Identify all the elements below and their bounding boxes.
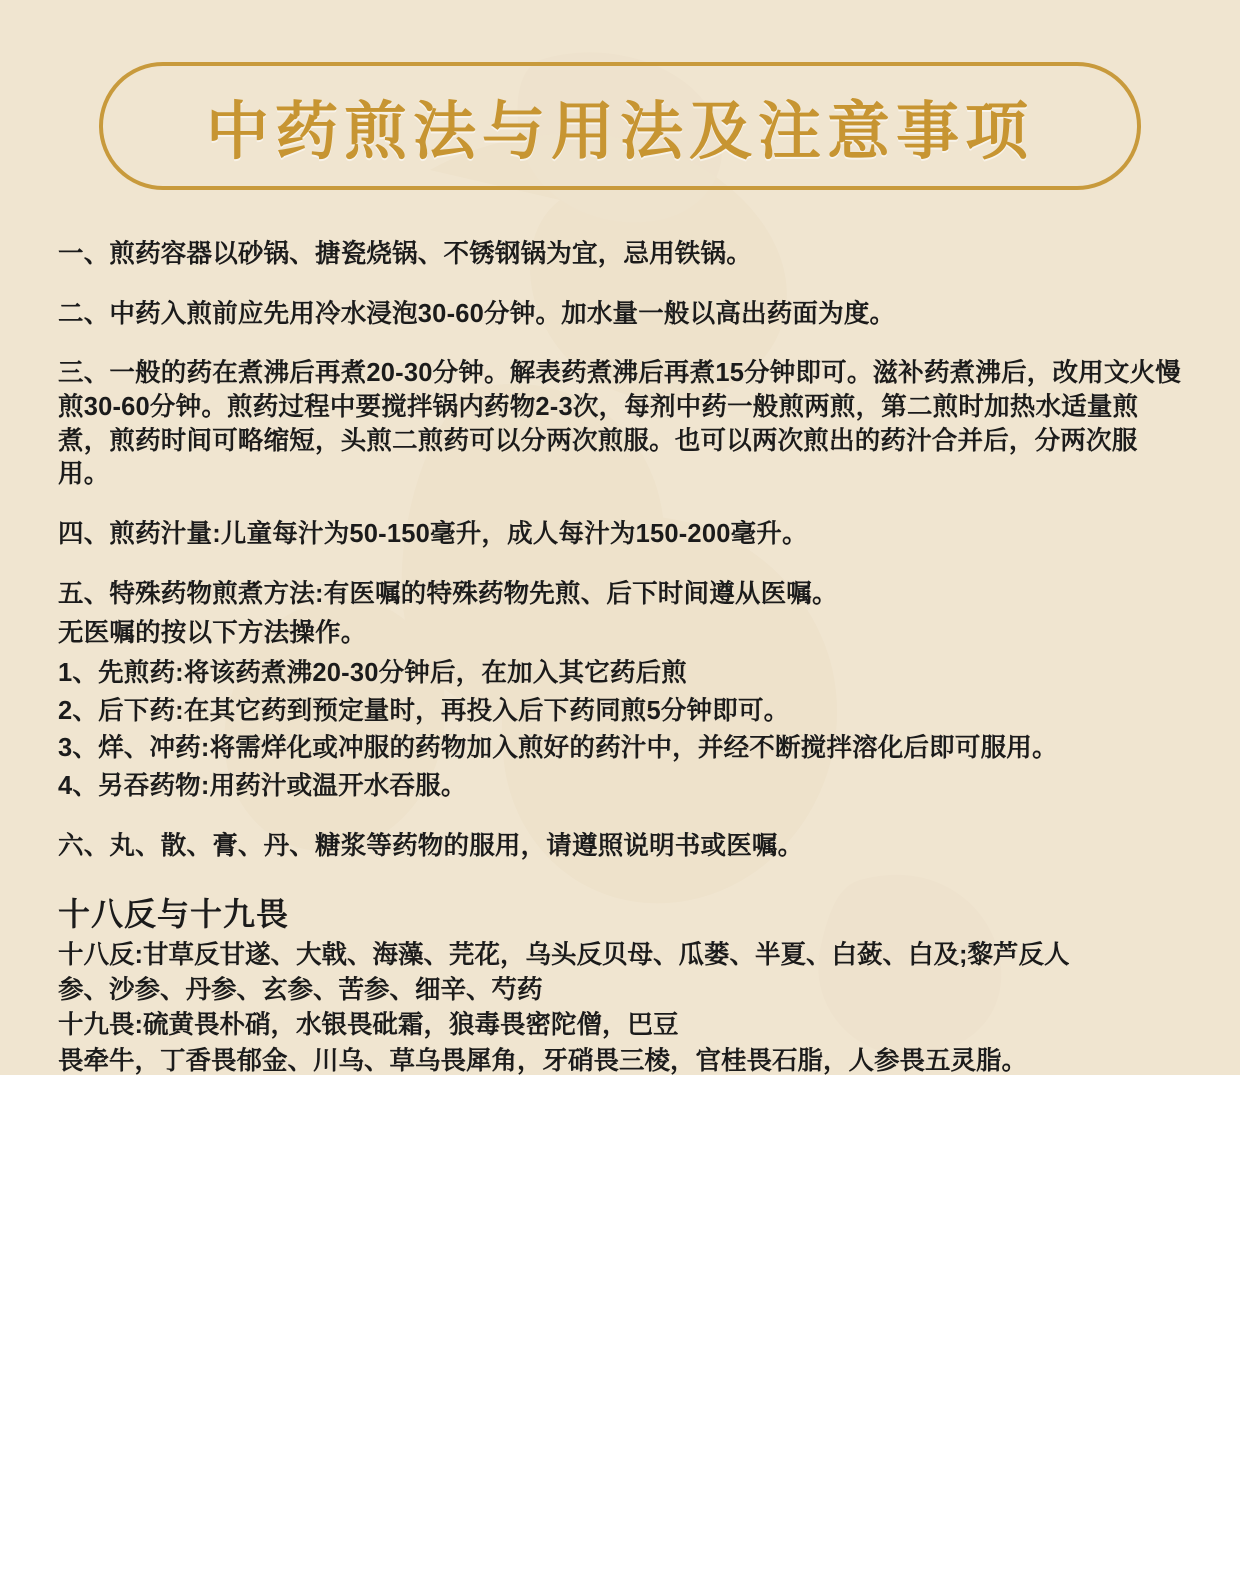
instruction-item-6: 六、丸、散、膏、丹、糖浆等药物的服用，请遵照说明书或医嘱。 (58, 831, 804, 860)
sub-item-1: 1、先煎药:将该药煮沸20-30分钟后，在加入其它药后煎 (58, 658, 687, 687)
section-heading-eighteen-nineteen: 十八反与十九畏 (58, 896, 290, 933)
instruction-item-3: 三、一般的药在煮沸后再煮20-30分钟。解表药煮沸后再煮15分钟即可。滋补药煮沸后，改用文火慢煎30-60分钟。煎药过程中要搅拌锅内药物2-3次，每剂中药一般煎两煎，第二煎时加热水适量煎煮，煎药时间可略缩短，头煎二煎药可以分两次煎服。也可以两次煎出的药汁合并后，分两次服用。 (58, 359, 1181, 489)
title-banner (0, 0, 1240, 190)
sub-item-3: 3、烊、冲药:将需烊化或冲服的药物加入煎好的药汁中，并经不断搅拌溶化后即可服用。 (58, 734, 1058, 763)
page-title: 中药煎法与用法及注意事项 (206, 96, 1034, 167)
section-line-3: 十九畏:硫黄畏朴硝，水银畏砒霜，狼毒畏密陀僧，巴豆 (58, 1011, 679, 1040)
sub-item-2: 2、后下药:在其它药到预定量时，再投入后下药同煎5分钟即可。 (58, 696, 790, 725)
blank-bottom-area (0, 1075, 1240, 1588)
instruction-item-4: 四、煎药汁量:儿童每汁为50-150毫升，成人每汁为150-200毫升。 (58, 519, 808, 548)
instruction-item-5-subheading: 无医嘱的按以下方法操作。 (58, 619, 367, 648)
document-body (0, 190, 1240, 1075)
instruction-item-1: 一、煎药容器以砂锅、搪瓷烧锅、不锈钢锅为宜，忌用铁锅。 (58, 240, 752, 268)
title-plate (99, 62, 1141, 190)
section-line-2: 参、沙参、丹参、玄参、苦参、细辛、芍药 (58, 976, 543, 1005)
section-line-4: 畏牵牛，丁香畏郁金、川乌、草乌畏犀角，牙硝畏三棱，官桂畏石脂，人参畏五灵脂。 (58, 1046, 1028, 1075)
section-line-1: 十八反:甘草反甘遂、大戟、海藻、芫花，乌头反贝母、瓜蒌、半夏、白蔹、白及;黎芦反人 (58, 941, 1070, 970)
sub-item-4: 4、另吞药物:用药汁或温开水吞服。 (58, 771, 467, 800)
instruction-item-5-heading: 五、特殊药物煎煮方法:有医嘱的特殊药物先煎、后下时间遵从医嘱。 (58, 579, 838, 608)
instruction-item-5-sublist (58, 657, 1182, 804)
instruction-item-2: 二、中药入煎前应先用冷水浸泡30-60分钟。加水量一般以高出药面为度。 (58, 299, 896, 328)
